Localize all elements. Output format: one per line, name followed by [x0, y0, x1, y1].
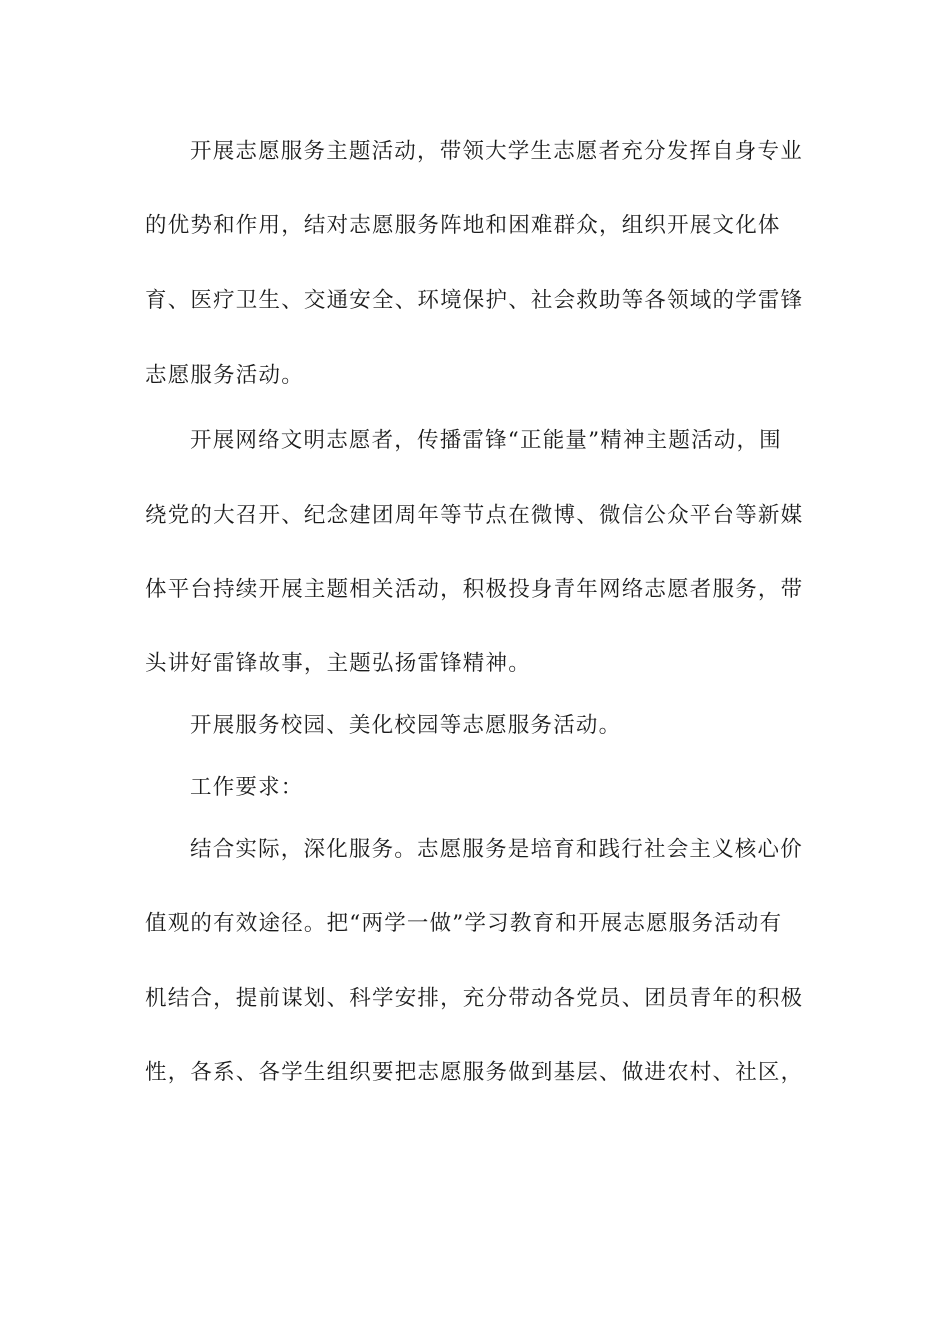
paragraph-2-line-2: 绕党的大召开、纪念建团周年等节点在微博、微信公众平台等新媒	[145, 503, 804, 528]
section-heading-work-requirements: 工作要求：	[190, 775, 304, 800]
paragraph-1-line-1: 开展志愿服务主题活动，带领大学生志愿者充分发挥自身专业	[190, 139, 803, 164]
paragraph-1-line-4: 志愿服务活动。	[145, 363, 304, 388]
paragraph-4-line-1: 结合实际，深化服务。志愿服务是培育和践行社会主义核心价	[190, 837, 803, 862]
paragraph-2-line-1: 开展网络文明志愿者，传播雷锋“正能量”精神主题活动，围	[190, 428, 782, 453]
paragraph-3-line-1: 开展服务校园、美化校园等志愿服务活动。	[190, 713, 622, 738]
paragraph-4-line-2: 值观的有效途径。把“两学一做”学习教育和开展志愿服务活动有	[145, 911, 783, 936]
paragraph-2-line-4: 头讲好雷锋故事，主题弘扬雷锋精神。	[145, 651, 531, 676]
paragraph-1-line-3: 育、医疗卫生、交通安全、环境保护、社会救助等各领域的学雷锋	[145, 288, 804, 313]
paragraph-1-line-2: 的优势和作用，结对志愿服务阵地和困难群众，组织开展文化体	[145, 213, 781, 238]
paragraph-2-line-3: 体平台持续开展主题相关活动，积极投身青年网络志愿者服务，带	[145, 577, 804, 602]
paragraph-4-line-3: 机结合，提前谋划、科学安排，充分带动各党员、团员青年的积极	[145, 986, 804, 1011]
paragraph-4-line-4: 性，各系、各学生组织要把志愿服务做到基层、做进农村、社区，	[145, 1060, 804, 1085]
